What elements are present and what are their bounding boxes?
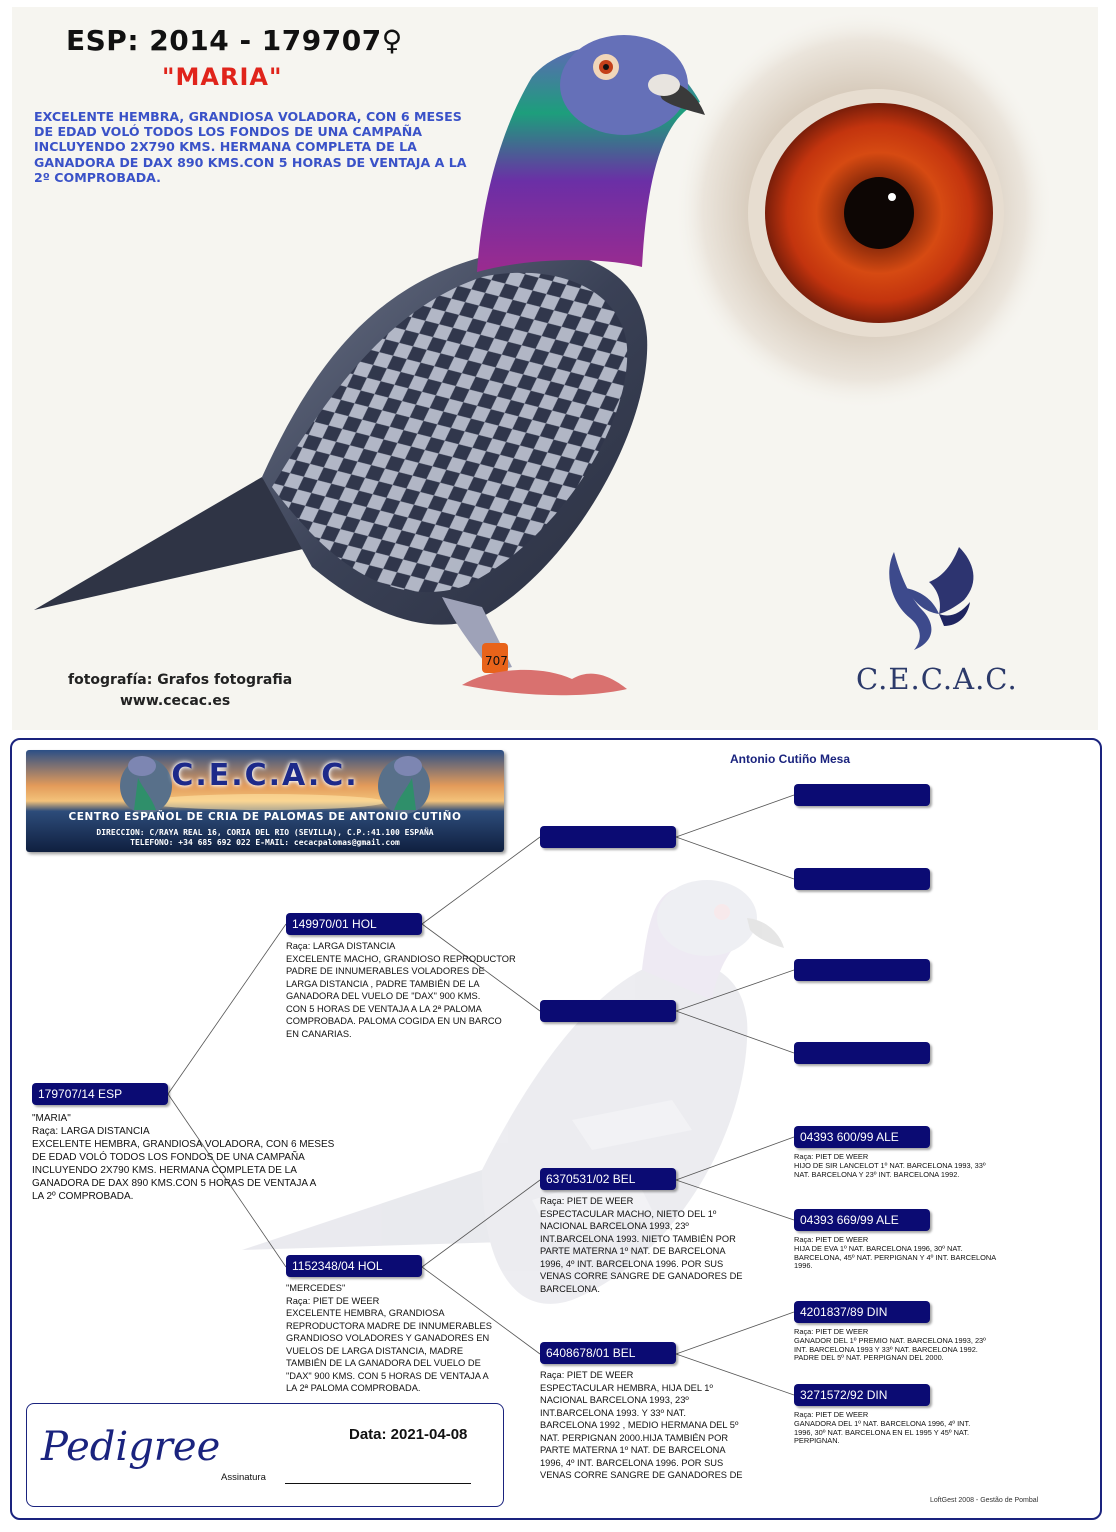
info-line: "MARIA" bbox=[32, 1113, 71, 1124]
info-line: VENAS CORRE SANGRE DE GANADORES DE bbox=[540, 1470, 743, 1480]
gg-sire-sire-dam-empty-box[interactable] bbox=[794, 868, 930, 890]
info-line: LA 2ª PALOMA COMPROBADA. bbox=[286, 1383, 421, 1393]
software-credit: LoftGest 2008 - Gestão de Pombal bbox=[930, 1497, 1039, 1504]
ring-tag-text: 707 bbox=[485, 654, 508, 668]
info-line: CON 5 HORAS DE VENTAJA A LA 2ª PALOMA bbox=[286, 1003, 482, 1014]
info-line: EXCELENTE HEMBRA, GRANDIOSA VOLADORA, CON 6 MESES bbox=[32, 1139, 335, 1150]
info-line: INT. BARCELONA 1993 Y 33º NAT. BARCELONA 1992. bbox=[794, 1344, 978, 1354]
ring-id: ESP: 2014 - 179707♀ bbox=[66, 24, 403, 57]
info-line: PADRE DEL 5º NAT. PERPIGNAN DEL 2000. bbox=[794, 1353, 944, 1363]
info-line: "MERCEDES" bbox=[286, 1283, 346, 1293]
signature-box bbox=[26, 1403, 504, 1507]
info-line: PADRE DE INNUMERABLES VOLADORES DE bbox=[286, 966, 485, 976]
bird-description: EXCELENTE HEMBRA, GRANDIOSA VOLADORA, CON 6 MESES DE EDAD VOLÓ TODOS LOS FONDOS DE UNA CAMPAÑA INCLUYENDO 2X790 KMS. HERMANA COMPLETA DE LA GANADORA DE DAX 890 KMS.CON 5 HORAS DE VENTAJA A LA 2º COMPROBADA. bbox=[34, 109, 467, 185]
info-line: EXCELENTE MACHO, GRANDIOSO REPRODUCTOR bbox=[286, 953, 516, 964]
gg2-ring-box[interactable]: 04393 669/99 ALE bbox=[794, 1209, 930, 1231]
info-line: COMPROBADA. PALOMA COGIDA EN UN BARCO bbox=[286, 1016, 502, 1026]
info-line: GANADORA DEL VUELO DE "DAX" 900 KMS. bbox=[286, 991, 481, 1001]
info-line: Raça: PIET DE WEER bbox=[794, 1410, 869, 1419]
website-link[interactable]: www.cecac.es bbox=[120, 693, 231, 709]
info-line: GANADORA DE DAX 890 KMS.CON 5 HORAS DE VENTAJA A bbox=[32, 1178, 317, 1189]
banner-title: C.E.C.A.C. bbox=[171, 758, 359, 793]
info-line: Raça: LARGA DISTANCIA bbox=[32, 1126, 150, 1137]
info-line: VENAS CORRE SANGRE DE GANADORES DE bbox=[540, 1271, 743, 1281]
info-line: BARCELONA 1992 , MEDIO HERMANA DEL 5º bbox=[540, 1420, 739, 1430]
gg3-info bbox=[794, 1328, 1034, 1363]
banner-subtitle: CENTRO ESPAÑOL DE CRIA DE PALOMAS DE ANTONIO CUTIÑO bbox=[68, 811, 462, 823]
sire-ring-box[interactable]: 149970/01 HOL bbox=[286, 913, 422, 935]
info-line: Raça: PIET DE WEER bbox=[794, 1152, 869, 1161]
gg3-ring-box[interactable]: 4201837/89 DIN bbox=[794, 1301, 930, 1323]
cecac-banner bbox=[26, 750, 504, 852]
info-line: DE EDAD VOLÓ TODOS LOS FONDOS DE UNA CAMPAÑA bbox=[32, 1152, 305, 1163]
sire-info bbox=[286, 940, 526, 1040]
info-line: NACIONAL BARCELONA 1993, 23º bbox=[540, 1221, 689, 1231]
info-line: "DAX" 900 KMS. CON 5 HORAS DE VENTAJA A bbox=[286, 1370, 489, 1381]
info-line: ESPECTACULAR HEMBRA, HIJA DEL 1º bbox=[540, 1382, 713, 1393]
info-line: 1996, 4º INT. BARCELONA 1996. POR SUS bbox=[540, 1457, 724, 1468]
gg1-ring-box[interactable]: 04393 600/99 ALE bbox=[794, 1126, 930, 1148]
dam-info bbox=[286, 1282, 516, 1395]
info-line: Raça: PIET DE WEER bbox=[794, 1327, 869, 1336]
info-line: LARGA DISTANCIA , PADRE TAMBIÉN DE LA bbox=[286, 978, 480, 989]
info-line: GRANDIOSO VOLADORES Y GANADORES EN bbox=[286, 1333, 490, 1343]
gg1-info bbox=[794, 1153, 1034, 1179]
dam-ring-box[interactable]: 1152348/04 HOL bbox=[286, 1255, 422, 1277]
brand-name: C.E.C.A.C. bbox=[856, 662, 1018, 696]
dam-sire-ring-box[interactable]: 6370531/02 BEL bbox=[540, 1168, 676, 1190]
info-line: LA 2º COMPROBADA. bbox=[32, 1191, 134, 1202]
info-line: Raça: PIET DE WEER bbox=[286, 1295, 380, 1306]
info-line: NAT. PERPIGNAN 2000.HIJA TAMBIÉN POR bbox=[540, 1432, 729, 1443]
pedigree-sheet bbox=[10, 738, 1102, 1520]
info-line: Raça: LARGA DISTANCIA bbox=[286, 941, 396, 951]
info-line: 1996, 30º NAT. BARCELONA EN EL 1995 Y 45º NAT. bbox=[794, 1427, 970, 1437]
banner-address bbox=[26, 828, 504, 848]
pedigree-date: Data: 2021-04-08 bbox=[349, 1426, 468, 1443]
pedigree-title: Pedigree bbox=[41, 1424, 221, 1470]
info-line: BARCELONA, 45º NAT. PERPIGNAN Y 4º INT. BARCELONA bbox=[794, 1252, 997, 1262]
info-line: REPRODUCTORA MADRE DE INNUMERABLES bbox=[286, 1320, 492, 1331]
info-line: PARTE MATERNA 1º NAT. DE BARCELONA bbox=[540, 1246, 726, 1256]
sire-sire-empty-box[interactable] bbox=[540, 826, 676, 848]
signature-label: Assinatura bbox=[221, 1472, 266, 1483]
photo-credit: fotografía: Grafos fotografia bbox=[68, 672, 293, 688]
dam-sire-info bbox=[540, 1195, 760, 1295]
info-line: 1996, 4º INT. BARCELONA 1996. POR SUS bbox=[540, 1258, 724, 1269]
sire-dam-empty-box[interactable] bbox=[540, 1000, 676, 1022]
info-line: BARCELONA. bbox=[540, 1283, 600, 1294]
info-line: PERPIGNAN. bbox=[794, 1436, 840, 1446]
banner-address-line: DIRECCION: C/RAYA REAL 16, CORIA DEL RIO (SEVILLA), C.P.:41.100 ESPAÑA bbox=[96, 828, 434, 837]
banner-phone-line: TELEFONO: +34 685 692 022 E-MAIL: cecacpalomas@gmail.com bbox=[130, 838, 400, 847]
info-line: INT.BARCELONA 1993. Y 33º NAT. bbox=[540, 1407, 687, 1418]
bird-name: "MARIA" bbox=[162, 63, 283, 91]
info-line: INCLUYENDO 2X790 KMS. HERMANA COMPLETA DE LA bbox=[32, 1165, 297, 1176]
info-line: EN CANARIAS. bbox=[286, 1028, 352, 1039]
dam-dam-ring-box[interactable]: 6408678/01 BEL bbox=[540, 1342, 676, 1364]
info-line: GANADOR DEL 1º PREMIO NAT. BARCELONA 1993, 23º bbox=[794, 1335, 986, 1345]
gg-sire-sire-sire-empty-box[interactable] bbox=[794, 784, 930, 806]
info-line: GANADORA DEL 1º NAT. BARCELONA 1996, 4º INT. bbox=[794, 1418, 971, 1428]
photo-panel bbox=[12, 7, 1098, 730]
subject-info bbox=[32, 1112, 362, 1203]
info-line: 1996. bbox=[794, 1261, 813, 1271]
info-line: HIJO DE SIR LANCELOT 1º NAT. BARCELONA 1993, 33º bbox=[794, 1160, 986, 1170]
info-line: Raça: PIET DE WEER bbox=[540, 1370, 634, 1380]
info-line: ESPECTACULAR MACHO, NIETO DEL 1º bbox=[540, 1208, 717, 1219]
gg4-info bbox=[794, 1411, 1034, 1446]
info-line: INT.BARCELONA 1993. NIETO TAMBIÉN POR bbox=[540, 1233, 736, 1244]
subject-ring-box[interactable]: 179707/14 ESP bbox=[32, 1083, 168, 1105]
gg2-info bbox=[794, 1236, 1034, 1271]
signature-line[interactable] bbox=[285, 1483, 471, 1484]
info-line: TAMBIÉN DE LA GANADORA DEL VUELO DE bbox=[286, 1358, 481, 1368]
info-line: Raça: PIET DE WEER bbox=[540, 1196, 634, 1206]
dam-dam-info bbox=[540, 1369, 760, 1482]
info-line: PARTE MATERNA 1º NAT. DE BARCELONA bbox=[540, 1445, 726, 1455]
info-line: NAT. BARCELONA Y 23º INT. BARCELONA 1992. bbox=[794, 1169, 960, 1179]
info-line: NACIONAL BARCELONA 1993, 23º bbox=[540, 1395, 689, 1405]
dove-logo-icon bbox=[884, 542, 994, 657]
gg4-ring-box[interactable]: 3271572/92 DIN bbox=[794, 1384, 930, 1406]
gg-sire-dam-dam-empty-box[interactable] bbox=[794, 1042, 930, 1064]
info-line: VUELOS DE LARGA DISTANCIA, MADRE bbox=[286, 1345, 464, 1356]
gg-sire-dam-sire-empty-box[interactable] bbox=[794, 959, 930, 981]
info-line: EXCELENTE HEMBRA, GRANDIOSA bbox=[286, 1308, 445, 1318]
info-line: HIJA DE EVA 1º NAT. BARCELONA 1996, 30º NAT. bbox=[794, 1243, 963, 1253]
info-line: Raça: PIET DE WEER bbox=[794, 1235, 869, 1244]
owner-name: Antonio Cutiño Mesa bbox=[730, 752, 850, 766]
